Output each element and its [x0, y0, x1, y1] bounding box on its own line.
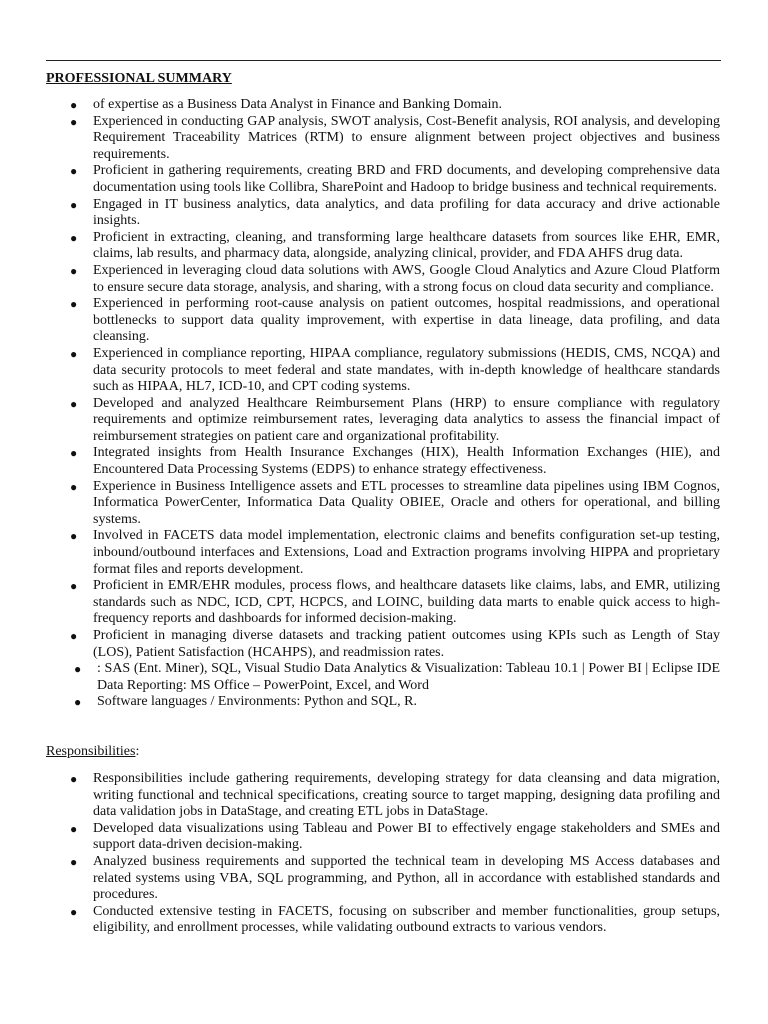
bullet-icon: ●: [70, 396, 78, 411]
bullet-icon: ●: [70, 346, 78, 361]
summary-item: ● Proficient in EMR/EHR modules, process flows, and healthcare datasets like claims, labs, and EMR, utilizing standards such as NDC, ICD, CPT, HCPCS, and LOINC, building data marts to enable quick access to high-frequency reports and dashboards for informed decision-making.: [70, 578, 720, 627]
summary-item-languages: ● Software languages / Environments: Python and SQL, R.: [74, 694, 418, 710]
responsibility-item: ● Analyzed business requirements and supported the technical team in developing MS Access databases and related systems using VBA, SQL programming, and Python, all in accordance with established standards and procedures.: [70, 853, 720, 903]
summary-item: ● of expertise as a Business Data Analyst in Finance and Banking Domain.: [70, 97, 503, 112]
summary-item: ● Proficient in gathering requirements, creating BRD and FRD documents, and developing comprehensive data documentation using tools like Collibra, SharePoint and Hadoop to bridge business and technical requirements.: [70, 163, 720, 195]
bullet-icon: ●: [70, 854, 78, 869]
bullet-icon: ●: [70, 98, 78, 112]
summary-item: ● Experienced in compliance reporting, HIPAA compliance, regulatory submissions (HEDIS, CMS, NCQA) and data security protocols to meet federal and state mandates, with in-depth knowledge of healthcare standards such as HIPAA, HL7, ICD-10, and CPT coding systems.: [70, 345, 720, 395]
summary-item: ● Integrated insights from Health Insurance Exchanges (HIX), Health Information Exchanges (HIE), and Encountered Data Processing Systems (EDPS) to enhance strategy effectiveness.: [70, 445, 720, 478]
summary-item: ● Experienced in performing root-cause analysis on patient outcomes, hospital readmissions, and operational bottlenecks to support data quality improvement, with expertise in data lineage, data profiling, and data cleansing.: [70, 296, 720, 345]
top-divider: [46, 60, 721, 61]
bullet-icon: ●: [70, 479, 78, 494]
bullet-icon: ●: [74, 662, 82, 677]
summary-item: ● Proficient in extracting, cleaning, and transforming large healthcare datasets from sources like EHR, EMR, claims, lab results, and pharmacy data, alongside, analyzing clinical, provider, and FDA AHFS drug data.: [70, 229, 720, 262]
summary-item: ● Proficient in managing diverse datasets and tracking patient outcomes using KPIs such as Length of Stay (LOS), Patient Satisfaction (HCAHPS), and readmission rates.: [70, 628, 720, 660]
summary-item: ● Developed and analyzed Healthcare Reimbursement Plans (HRP) to ensure compliance with regulatory requirements and optimize reimbursement rates, leveraging data analytics to assess the financial impact of reimbursement strategies on patient care and organizational profitability.: [70, 395, 720, 444]
bullet-icon: ●: [70, 529, 78, 544]
bullet-icon: ●: [70, 230, 78, 245]
bullet-icon: ●: [70, 263, 78, 278]
bullet-icon: ●: [70, 629, 78, 643]
bullet-icon: ●: [70, 772, 78, 786]
summary-item: ● Engaged in IT business analytics, data analytics, and data profiling for data accuracy and drive actionable insights.: [70, 196, 720, 229]
responsibilities-heading: Responsibilities:: [46, 744, 140, 759]
summary-bullet-list: [46, 97, 720, 711]
summary-item: ● Involved in FACETS data model implementation, electronic claims and benefits configuration set-up testing, inbound/outbound interfaces and Extensions, Load and Extraction programs involving HIPPA and proprietary format files and reports development.: [70, 528, 720, 577]
bullet-icon: ●: [70, 197, 78, 212]
bullet-icon: ●: [70, 164, 78, 179]
bullet-icon: ●: [70, 579, 78, 594]
responsibility-item: ● Conducted extensive testing in FACETS, focusing on subscriber and member functionalities, group setups, eligibility, and enrollment processes, while validating outbound extracts to various vendors.: [70, 903, 720, 936]
bullet-icon: ●: [70, 114, 78, 129]
bullet-icon: ●: [70, 821, 78, 836]
summary-item: ● Experienced in conducting GAP analysis, SWOT analysis, Cost-Benefit analysis, ROI analysis, and developing Requirement Traceability Matrices (RTM) to ensure alignment between project objectives and business requirements.: [70, 113, 720, 162]
professional-summary-heading: PROFESSIONAL SUMMARY: [46, 71, 232, 86]
bullet-icon: ●: [70, 446, 78, 461]
summary-item: ● Experience in Business Intelligence assets and ETL processes to streamline data pipelines using IBM Cognos, Informatica PowerCenter, Informatica Data Quality OBIEE, Oracle and others for operational, and billing systems.: [70, 478, 720, 527]
responsibilities-bullet-list: [46, 771, 720, 937]
bullet-icon: ●: [74, 695, 82, 710]
responsibility-item: ● Responsibilities include gathering requirements, developing strategy for data cleansing and data migration, writing functional and technical specifications, creating source to target mapping, designing data profiling and data validation jobs in DataStage, and creating ETL jobs in DataStage.: [70, 771, 720, 820]
bullet-icon: ●: [70, 904, 78, 919]
summary-item-skills: ● : SAS (Ent. Miner), SQL, Visual Studio Data Analytics & Visualization: Tableau 10.1 | Power BI | Eclipse IDE Data Reporting: MS Office – PowerPoint, Excel, and Word: [74, 661, 720, 693]
summary-item: ● Experienced in leveraging cloud data solutions with AWS, Google Cloud Analytics and Azure Cloud Platform to ensure secure data storage, analysis, and sharing, with a strong focus on cloud data security and compliance.: [70, 262, 720, 295]
responsibility-item: ● Developed data visualizations using Tableau and Power BI to effectively engage stakeholders and SMEs and support data-driven decision-making.: [70, 820, 720, 853]
bullet-icon: ●: [70, 297, 78, 312]
